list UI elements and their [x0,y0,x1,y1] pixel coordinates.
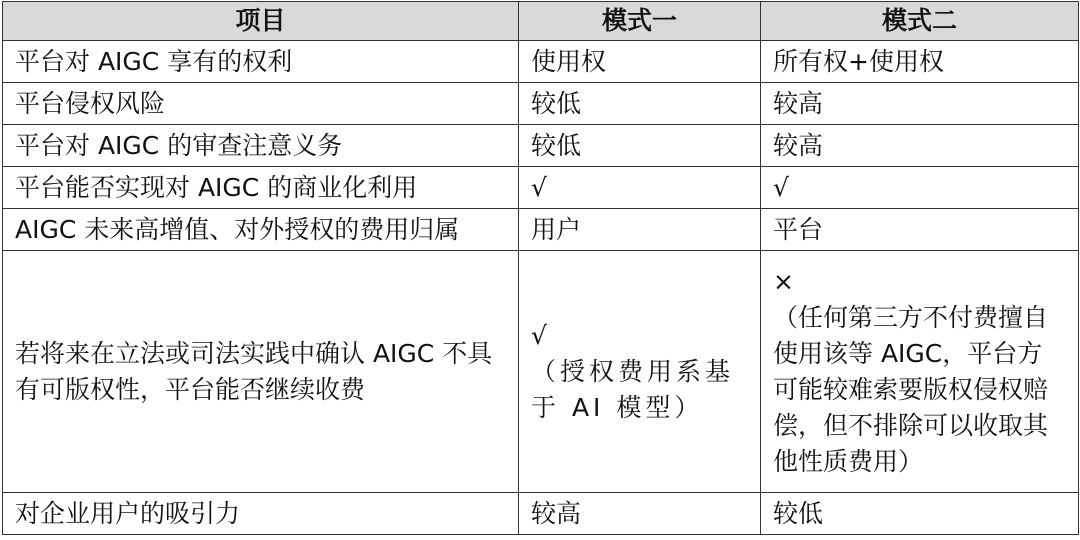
row-item: 平台能否实现对 AIGC 的商业化利用 [3,167,519,209]
row-mode-2-mark: × [773,266,794,296]
table-row [3,167,1079,209]
row-item: AIGC 未来高增值、对外授权的费用归属 [3,209,519,251]
row-item: 对企业用户的吸引力 [3,493,519,535]
row-mode-1: √ [519,167,761,209]
row-mode-1: 用户 [519,209,761,251]
row-mode-1-note: （授权费用系基于 AI 模型） [531,356,735,422]
comparison-table [2,1,1079,535]
row-item: 平台对 AIGC 享有的权利 [3,41,519,83]
header-row [3,2,1079,41]
row-item [3,251,519,493]
table-row [3,125,1079,167]
table-row [3,493,1079,535]
row-mode-1: 较低 [519,125,761,167]
table-row [3,41,1079,83]
row-mode-2: 较高 [761,125,1079,167]
row-mode-1 [519,251,761,493]
row-mode-2: 平台 [761,209,1079,251]
table-row [3,209,1079,251]
table-row [3,251,1079,493]
header-mode-2: 模式二 [761,2,1079,41]
row-mode-2: √ [761,167,1079,209]
row-mode-1: 较低 [519,83,761,125]
table-row [3,83,1079,125]
row-mode-2: 较高 [761,83,1079,125]
row-mode-1: 较高 [519,493,761,535]
row-mode-2: 较低 [761,493,1079,535]
row-mode-2: 所有权+使用权 [761,41,1079,83]
row-mode-2-note: （任何第三方不付费擅自使用该等 AIGC，平台方可能较难索要版权侵权赔偿，但不排除可以收取其他性质费用） [773,302,1049,476]
header-mode-1: 模式一 [519,2,761,41]
row-mode-2 [761,251,1079,493]
row-item: 平台侵权风险 [3,83,519,125]
row-item: 平台对 AIGC 的审查注意义务 [3,125,519,167]
row-mode-1-mark: √ [531,320,547,350]
row-mode-1: 使用权 [519,41,761,83]
header-item: 项目 [3,2,519,41]
row-item-text: 若将来在立法或司法实践中确认 AIGC 不具有可版权性，平台能否继续收费 [15,338,493,404]
